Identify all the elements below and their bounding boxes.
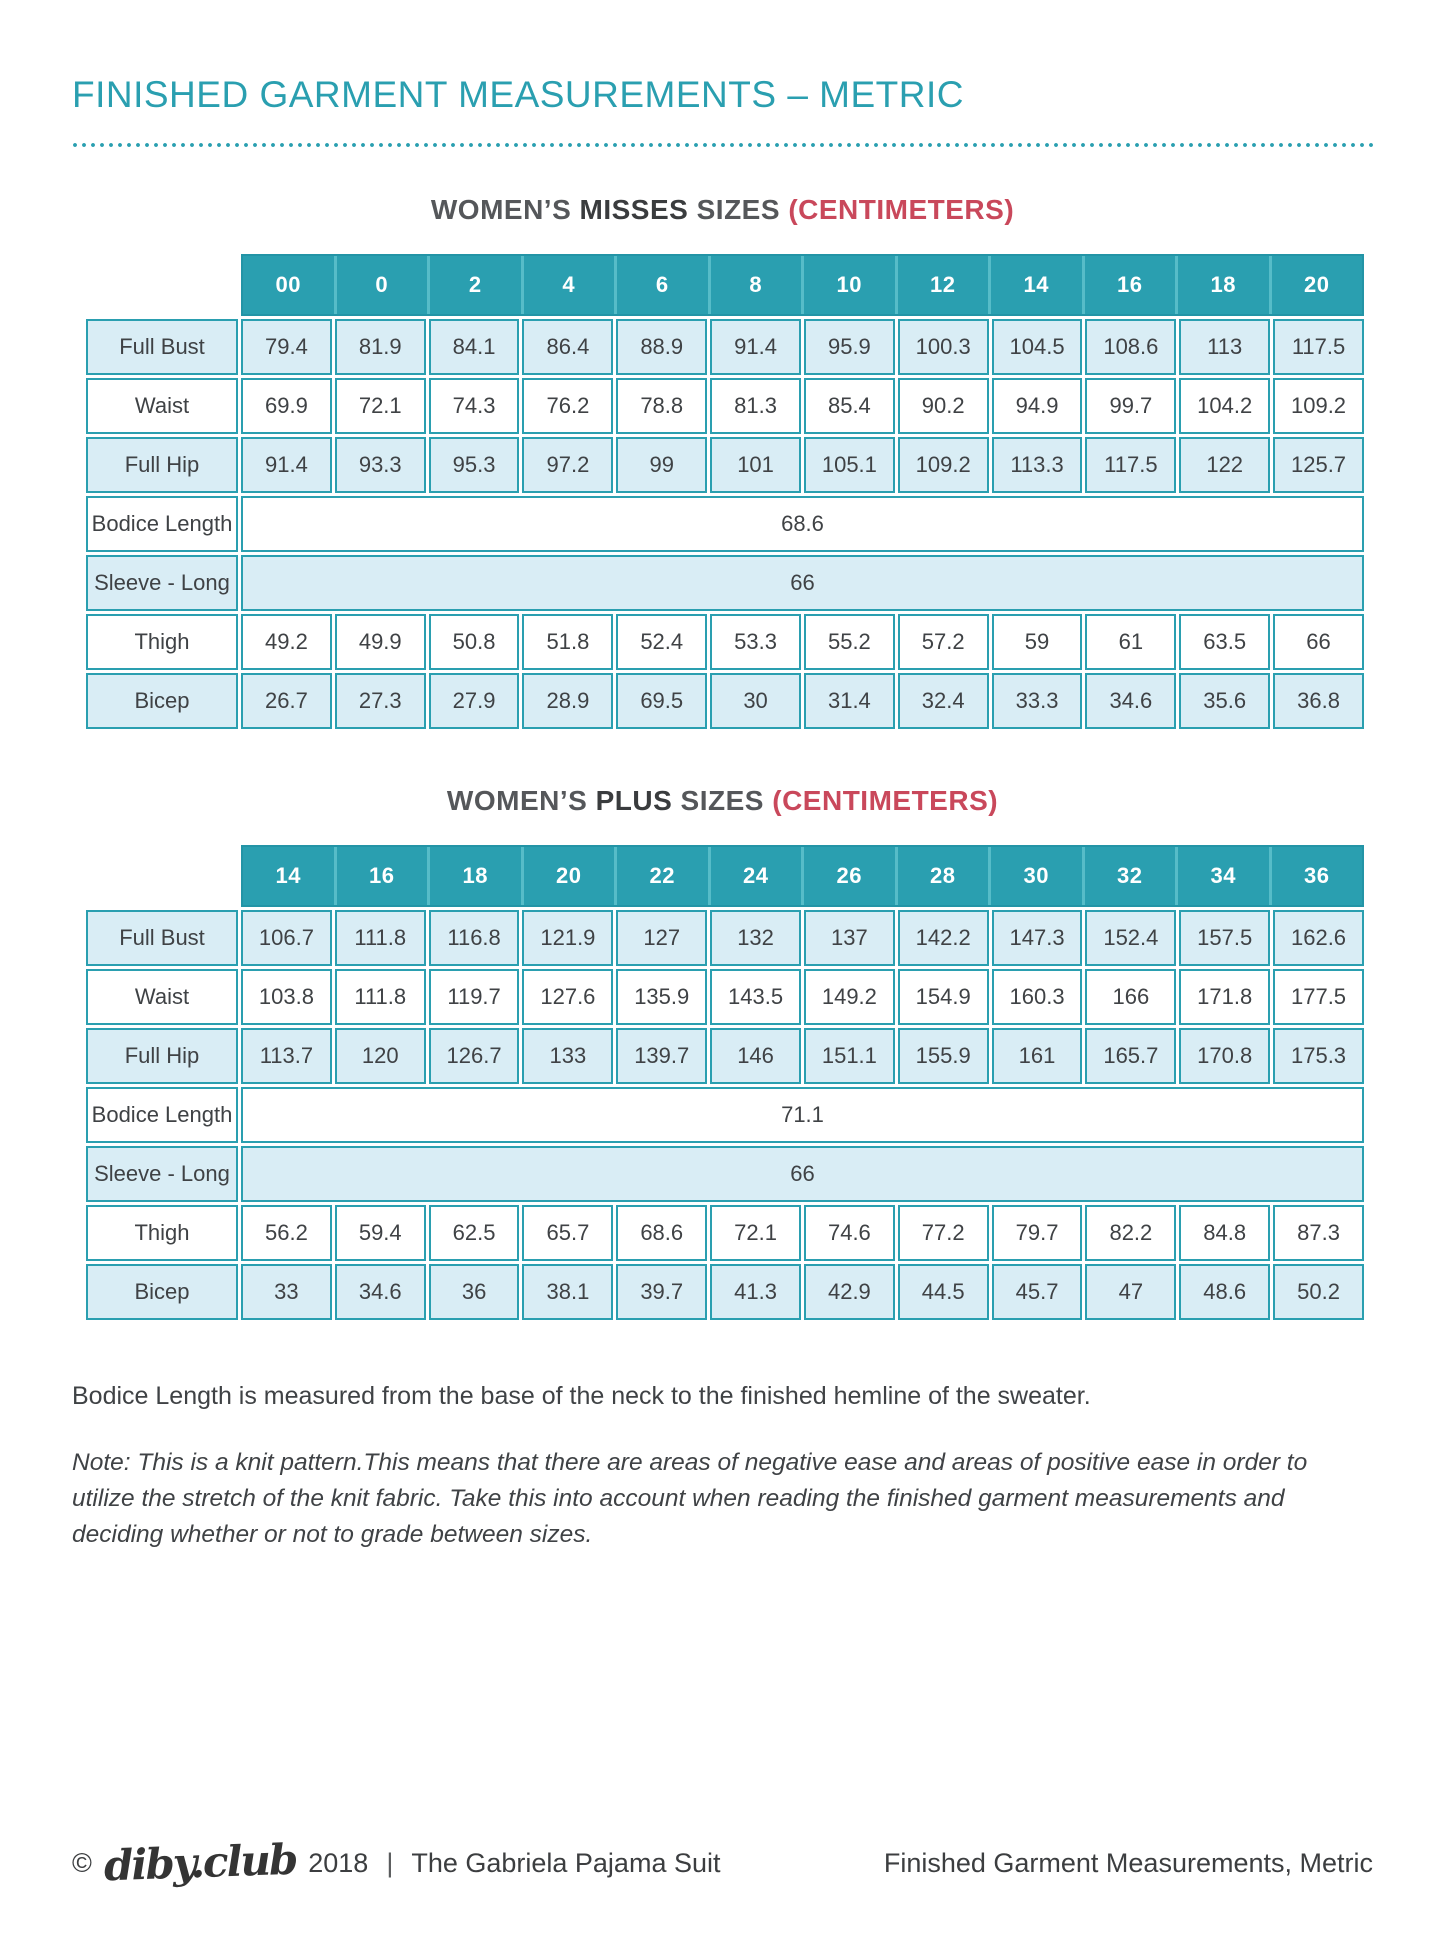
- table-row: [86, 555, 1364, 611]
- value-cell: 93.3: [335, 437, 426, 493]
- value-cell: 49.9: [335, 614, 426, 670]
- value-cell: 121.9: [522, 910, 613, 966]
- size-header-cell: 12: [898, 256, 989, 314]
- value-cell: 113.3: [992, 437, 1083, 493]
- misses-size-table: [86, 254, 1364, 729]
- heading-bold: PLUS: [595, 785, 673, 816]
- size-header-row: [241, 845, 1364, 907]
- table-row: [86, 1264, 1364, 1320]
- value-cell: 72.1: [335, 378, 426, 434]
- heading-middle: SIZES: [688, 194, 789, 225]
- value-cell: 125.7: [1273, 437, 1364, 493]
- value-cell: 170.8: [1179, 1028, 1270, 1084]
- value-cell: 41.3: [710, 1264, 801, 1320]
- value-cell: 113.7: [241, 1028, 332, 1084]
- value-cell: 97.2: [522, 437, 613, 493]
- row-label: Thigh: [86, 614, 238, 670]
- value-cell: 28.9: [522, 673, 613, 729]
- value-cell: 39.7: [616, 1264, 707, 1320]
- value-cell: 105.1: [804, 437, 895, 493]
- value-cell: 84.8: [1179, 1205, 1270, 1261]
- value-cell: 177.5: [1273, 969, 1364, 1025]
- value-cell: 55.2: [804, 614, 895, 670]
- value-cell: 49.2: [241, 614, 332, 670]
- diby-club-logo: diby.club: [103, 1834, 298, 1891]
- table-row: [86, 1146, 1364, 1202]
- table-row: [86, 437, 1364, 493]
- table-row: [86, 1087, 1364, 1143]
- row-label: Full Hip: [86, 437, 238, 493]
- value-cell: 142.2: [898, 910, 989, 966]
- value-cell: 133: [522, 1028, 613, 1084]
- value-cell: 116.8: [429, 910, 520, 966]
- table-row: [86, 910, 1364, 966]
- value-cell: 77.2: [898, 1205, 989, 1261]
- size-header-cell: 34: [1178, 847, 1269, 905]
- value-cell: 74.3: [429, 378, 520, 434]
- value-cell: 51.8: [522, 614, 613, 670]
- value-cell: 68.6: [616, 1205, 707, 1261]
- table-row: [86, 673, 1364, 729]
- value-cell: 166: [1085, 969, 1176, 1025]
- value-cell: 61: [1085, 614, 1176, 670]
- size-header-cell: 14: [243, 847, 334, 905]
- row-label: Full Bust: [86, 319, 238, 375]
- value-cell: 126.7: [429, 1028, 520, 1084]
- row-label: Thigh: [86, 1205, 238, 1261]
- value-cell: 81.3: [710, 378, 801, 434]
- heading-prefix: WOMEN’S: [446, 785, 596, 816]
- value-cell: 79.4: [241, 319, 332, 375]
- value-cell: 30: [710, 673, 801, 729]
- size-header-cell: 10: [804, 256, 895, 314]
- value-cell: 35.6: [1179, 673, 1270, 729]
- row-label: Sleeve - Long: [86, 555, 238, 611]
- value-cell: 165.7: [1085, 1028, 1176, 1084]
- value-cell: 103.8: [241, 969, 332, 1025]
- row-label: Bodice Length: [86, 1087, 238, 1143]
- size-header-cell: 20: [524, 847, 615, 905]
- value-cell: 57.2: [898, 614, 989, 670]
- knit-pattern-note: Note: This is a knit pattern.This means that there are areas of negative ease and areas of positive ease in order to utilize the stretch of the knit fabric. Take this into account when reading the finished garment measurements and deciding whether or not to grade between sizes.: [72, 1449, 1308, 1548]
- plus-table-heading: [72, 785, 1373, 817]
- value-cell: 53.3: [710, 614, 801, 670]
- value-cell: 79.7: [992, 1205, 1083, 1261]
- size-header-cell: 24: [711, 847, 802, 905]
- size-header-cell: 4: [524, 256, 615, 314]
- span-value-cell: 68.6: [241, 496, 1364, 552]
- value-cell: 34.6: [1085, 673, 1176, 729]
- table-body: [86, 319, 1364, 729]
- value-cell: 99.7: [1085, 378, 1176, 434]
- value-cell: 62.5: [429, 1205, 520, 1261]
- page-title: FINISHED GARMENT MEASUREMENTS – METRIC: [72, 74, 965, 115]
- table-row: [86, 1028, 1364, 1084]
- value-cell: 111.8: [335, 969, 426, 1025]
- value-cell: 65.7: [522, 1205, 613, 1261]
- value-cell: 127: [616, 910, 707, 966]
- value-cell: 66: [1273, 614, 1364, 670]
- size-header-cell: 16: [1085, 256, 1176, 314]
- value-cell: 85.4: [804, 378, 895, 434]
- value-cell: 152.4: [1085, 910, 1176, 966]
- row-label: Waist: [86, 969, 238, 1025]
- span-value-cell: 66: [241, 555, 1364, 611]
- value-cell: 117.5: [1273, 319, 1364, 375]
- value-cell: 108.6: [1085, 319, 1176, 375]
- value-cell: 69.5: [616, 673, 707, 729]
- heading-bold: MISSES: [579, 194, 689, 225]
- value-cell: 122: [1179, 437, 1270, 493]
- value-cell: 50.8: [429, 614, 520, 670]
- value-cell: 175.3: [1273, 1028, 1364, 1084]
- footer-brand-line: [72, 1834, 721, 1891]
- value-cell: 91.4: [241, 437, 332, 493]
- bodice-length-note: Bodice Length is measured from the base of the neck to the finished hemline of the sweater.: [72, 1382, 1091, 1410]
- value-cell: 45.7: [992, 1264, 1083, 1320]
- value-cell: 32.4: [898, 673, 989, 729]
- value-cell: 90.2: [898, 378, 989, 434]
- footer-year: 2018: [308, 1847, 369, 1878]
- value-cell: 104.2: [1179, 378, 1270, 434]
- value-cell: 42.9: [804, 1264, 895, 1320]
- table-row: [86, 614, 1364, 670]
- heading-middle: SIZES: [672, 785, 773, 816]
- footer-page-label: Finished Garment Measurements, Metric: [883, 1847, 1373, 1878]
- size-header-cell: 16: [337, 847, 428, 905]
- size-header-cell: 2: [430, 256, 521, 314]
- size-header-cell: 26: [804, 847, 895, 905]
- row-label: Bodice Length: [86, 496, 238, 552]
- size-header-cell: 00: [243, 256, 334, 314]
- value-cell: 104.5: [992, 319, 1083, 375]
- value-cell: 95.3: [429, 437, 520, 493]
- value-cell: 63.5: [1179, 614, 1270, 670]
- value-cell: 143.5: [710, 969, 801, 1025]
- size-header-cell: 28: [898, 847, 989, 905]
- footer-separator: |: [386, 1847, 394, 1878]
- value-cell: 162.6: [1273, 910, 1364, 966]
- value-cell: 56.2: [241, 1205, 332, 1261]
- size-header-cell: 36: [1272, 847, 1363, 905]
- document-page: [0, 74, 1445, 1891]
- size-header-cell: 32: [1085, 847, 1176, 905]
- table-row: [86, 969, 1364, 1025]
- plus-size-table: [86, 845, 1364, 1320]
- value-cell: 100.3: [898, 319, 989, 375]
- size-header-cell: 20: [1272, 256, 1363, 314]
- value-cell: 59.4: [335, 1205, 426, 1261]
- value-cell: 81.9: [335, 319, 426, 375]
- value-cell: 33.3: [992, 673, 1083, 729]
- value-cell: 36: [429, 1264, 520, 1320]
- value-cell: 44.5: [898, 1264, 989, 1320]
- value-cell: 82.2: [1085, 1205, 1176, 1261]
- value-cell: 106.7: [241, 910, 332, 966]
- row-label: Waist: [86, 378, 238, 434]
- value-cell: 84.1: [429, 319, 520, 375]
- value-cell: 109.2: [1273, 378, 1364, 434]
- row-label: Bicep: [86, 1264, 238, 1320]
- row-label: Full Bust: [86, 910, 238, 966]
- row-label: Full Hip: [86, 1028, 238, 1084]
- row-label: Sleeve - Long: [86, 1146, 238, 1202]
- table-row: [86, 378, 1364, 434]
- value-cell: 50.2: [1273, 1264, 1364, 1320]
- value-cell: 88.9: [616, 319, 707, 375]
- value-cell: 155.9: [898, 1028, 989, 1084]
- value-cell: 101: [710, 437, 801, 493]
- value-cell: 113: [1179, 319, 1270, 375]
- value-cell: 109.2: [898, 437, 989, 493]
- table-body: [86, 910, 1364, 1320]
- value-cell: 38.1: [522, 1264, 613, 1320]
- misses-table-heading: [72, 194, 1373, 226]
- value-cell: 31.4: [804, 673, 895, 729]
- size-header-cell: 18: [430, 847, 521, 905]
- size-header-cell: 18: [1178, 256, 1269, 314]
- value-cell: 69.9: [241, 378, 332, 434]
- value-cell: 33: [241, 1264, 332, 1320]
- value-cell: 59: [992, 614, 1083, 670]
- value-cell: 87.3: [1273, 1205, 1364, 1261]
- value-cell: 135.9: [616, 969, 707, 1025]
- value-cell: 52.4: [616, 614, 707, 670]
- span-value-cell: 66: [241, 1146, 1364, 1202]
- value-cell: 120: [335, 1028, 426, 1084]
- value-cell: 91.4: [710, 319, 801, 375]
- dotted-divider: [72, 142, 1373, 148]
- value-cell: 76.2: [522, 378, 613, 434]
- value-cell: 86.4: [522, 319, 613, 375]
- value-cell: 47: [1085, 1264, 1176, 1320]
- value-cell: 72.1: [710, 1205, 801, 1261]
- value-cell: 117.5: [1085, 437, 1176, 493]
- table-row: [86, 1205, 1364, 1261]
- copyright-icon: ©: [72, 1847, 92, 1878]
- value-cell: 78.8: [616, 378, 707, 434]
- value-cell: 74.6: [804, 1205, 895, 1261]
- value-cell: 146: [710, 1028, 801, 1084]
- value-cell: 154.9: [898, 969, 989, 1025]
- size-header-cell: 30: [991, 847, 1082, 905]
- value-cell: 99: [616, 437, 707, 493]
- table-row: [86, 319, 1364, 375]
- value-cell: 151.1: [804, 1028, 895, 1084]
- value-cell: 94.9: [992, 378, 1083, 434]
- value-cell: 27.3: [335, 673, 426, 729]
- value-cell: 111.8: [335, 910, 426, 966]
- value-cell: 95.9: [804, 319, 895, 375]
- size-header-cell: 8: [711, 256, 802, 314]
- page-footer: [72, 1834, 1373, 1891]
- value-cell: 149.2: [804, 969, 895, 1025]
- pattern-name: The Gabriela Pajama Suit: [411, 1847, 721, 1878]
- value-cell: 139.7: [616, 1028, 707, 1084]
- value-cell: 36.8: [1273, 673, 1364, 729]
- heading-unit: (CENTIMETERS): [788, 194, 1015, 225]
- value-cell: 160.3: [992, 969, 1083, 1025]
- size-header-row: [241, 254, 1364, 316]
- value-cell: 147.3: [992, 910, 1083, 966]
- size-header-cell: 14: [991, 256, 1082, 314]
- value-cell: 132: [710, 910, 801, 966]
- value-cell: 171.8: [1179, 969, 1270, 1025]
- size-header-cell: 22: [617, 847, 708, 905]
- value-cell: 26.7: [241, 673, 332, 729]
- value-cell: 27.9: [429, 673, 520, 729]
- table-row: [86, 496, 1364, 552]
- value-cell: 48.6: [1179, 1264, 1270, 1320]
- value-cell: 127.6: [522, 969, 613, 1025]
- size-header-cell: 0: [337, 256, 428, 314]
- span-value-cell: 71.1: [241, 1087, 1364, 1143]
- heading-prefix: WOMEN’S: [430, 194, 580, 225]
- value-cell: 34.6: [335, 1264, 426, 1320]
- value-cell: 161: [992, 1028, 1083, 1084]
- row-label: Bicep: [86, 673, 238, 729]
- value-cell: 119.7: [429, 969, 520, 1025]
- heading-unit: (CENTIMETERS): [772, 785, 999, 816]
- size-header-cell: 6: [617, 256, 708, 314]
- value-cell: 157.5: [1179, 910, 1270, 966]
- value-cell: 137: [804, 910, 895, 966]
